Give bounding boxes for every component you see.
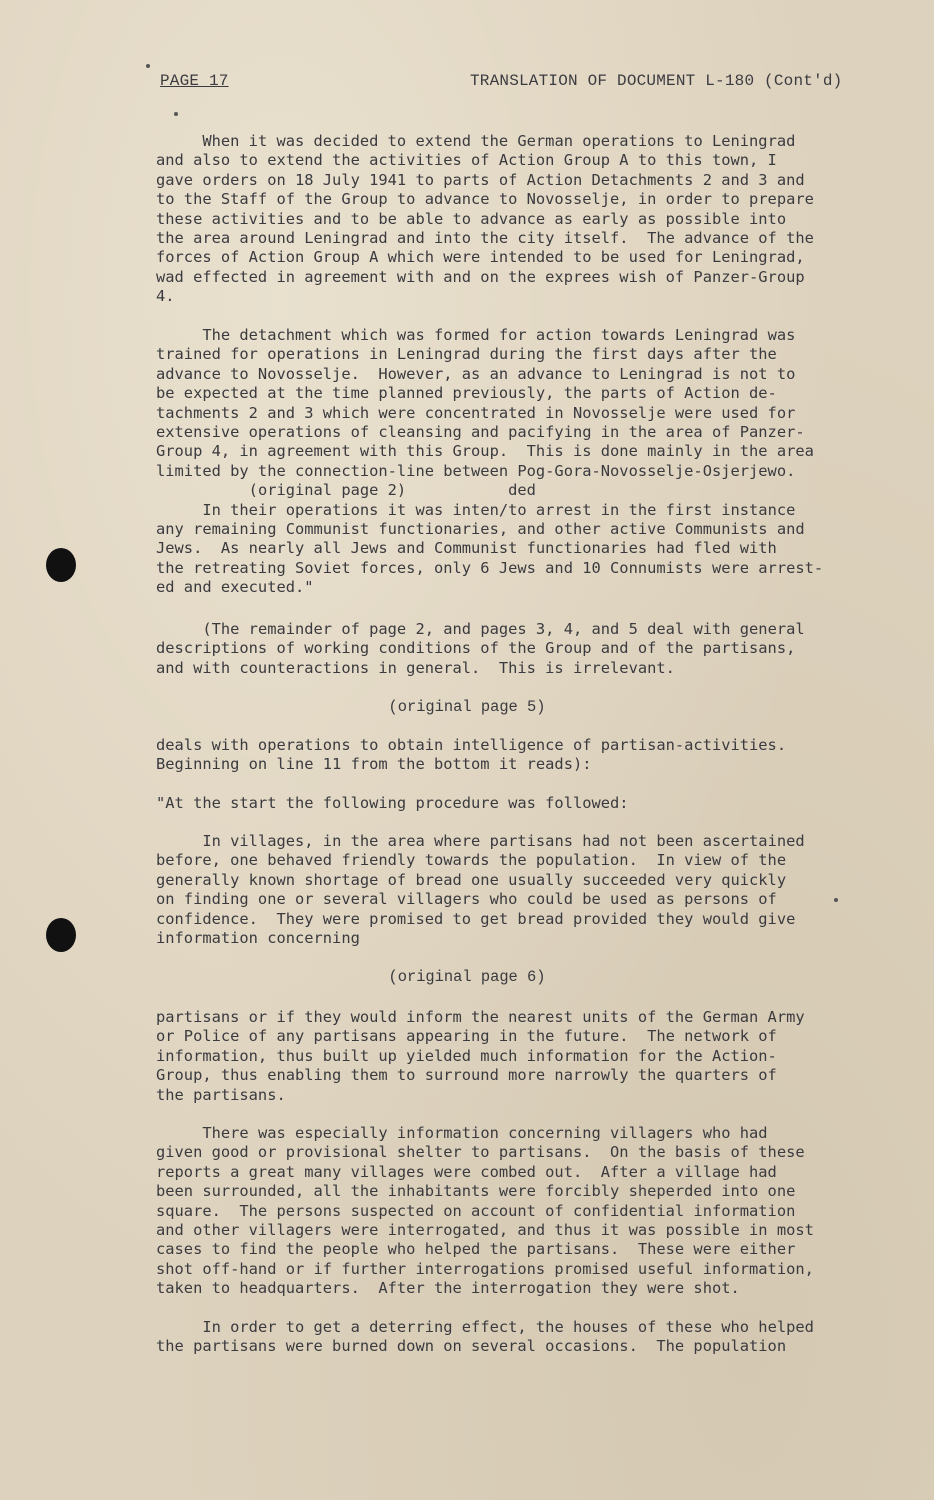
paragraph-9: In order to get a deterring effect, the houses of these who helped the partisans were burned down on several occasions. The population bbox=[156, 1318, 814, 1356]
page-number: PAGE 17 bbox=[160, 72, 229, 90]
original-page-5-marker: (original page 5) bbox=[388, 698, 546, 716]
original-page-6-marker: (original page 6) bbox=[388, 968, 546, 986]
paragraph-8: There was especially information concerning villagers who had given good or provisional shelter to partisans. On the basis of these reports a great many villages were combed out. After a village had been surrounded, all the inhabitants were forcibly sheperded into one square. The persons suspected on account of confidential information and other villagers were interrogated, and thus it was possible in most cases to find the people who helped the partisans. These were either shot off-hand or if further interrogations promised useful information, taken to headquarters. After the interrogation they were shot. bbox=[156, 1124, 814, 1298]
paper-speck bbox=[174, 112, 178, 116]
paragraph-6: In villages, in the area where partisans had not been ascertained before, one behaved friendly towards the population. In view of the generally known shortage of bread one usually succeeded very quickly on finding one or several villagers who could be used as persons of confidence. They were promised to get bread provided they would give information concerning bbox=[156, 832, 805, 948]
punch-hole bbox=[46, 548, 76, 582]
paragraph-5: "At the start the following procedure was followed: bbox=[156, 794, 629, 812]
paragraph-3: (The remainder of page 2, and pages 3, 4, and 5 deal with general descriptions of working conditions of the Group and of the partisans, and with counteractions in general. This is irrelevant. bbox=[156, 620, 805, 677]
paragraph-7: partisans or if they would inform the nearest units of the German Army or Police of any partisans appearing in the future. The network of information, thus built up yielded much information for the Action- Group, thus enabling them to surround more narrowly the quarters of the partisans. bbox=[156, 1008, 805, 1104]
document-title: TRANSLATION OF DOCUMENT L-180 (Cont'd) bbox=[470, 72, 843, 90]
punch-hole bbox=[46, 918, 76, 952]
paragraph-4: deals with operations to obtain intelligence of partisan-activities. Beginning on line 11 from the bottom it reads): bbox=[156, 736, 787, 774]
paragraph-1: When it was decided to extend the German operations to Leningrad and also to extend the activities of Action Group A to this town, I gave orders on 18 July 1941 to parts of Action Detachments 2 and 3 and to the Staff of the Group to advance to Novosselje, in order to prepare these activities and to be able to advance as early as possible into the area around Leningrad and into the city itself. The advance of the forces of Action Group A which were intended to be used for Leningrad, wad effected in agreement with and on the exprees wish of Panzer-Group 4. bbox=[156, 132, 814, 306]
paragraph-2: The detachment which was formed for action towards Leningrad was trained for operations in Leningrad during the first days after the advance to Novosselje. However, as an advance to Leningrad is not to be expected at the time planned previously, the parts of Action de- tachments 2 and 3 which were concentrated in Novosselje were used for extensive operations of cleansing and pacifying in the area of Panzer- Group 4, in agreement with this Group. This is done mainly in the area limited by the connection-line between Pog-Gora-Novosselje-Osjerjewo. (original page 2) ded In their operations it was inten/to arrest in the first instance any remaining Communist functionaries, and other active Communists and Jews. As nearly all Jews and Communist functionaries had fled with the retreating Soviet forces, only 6 Jews and 10 Connumists were arrest- ed and executed." bbox=[156, 326, 824, 597]
paper-speck bbox=[146, 64, 150, 68]
